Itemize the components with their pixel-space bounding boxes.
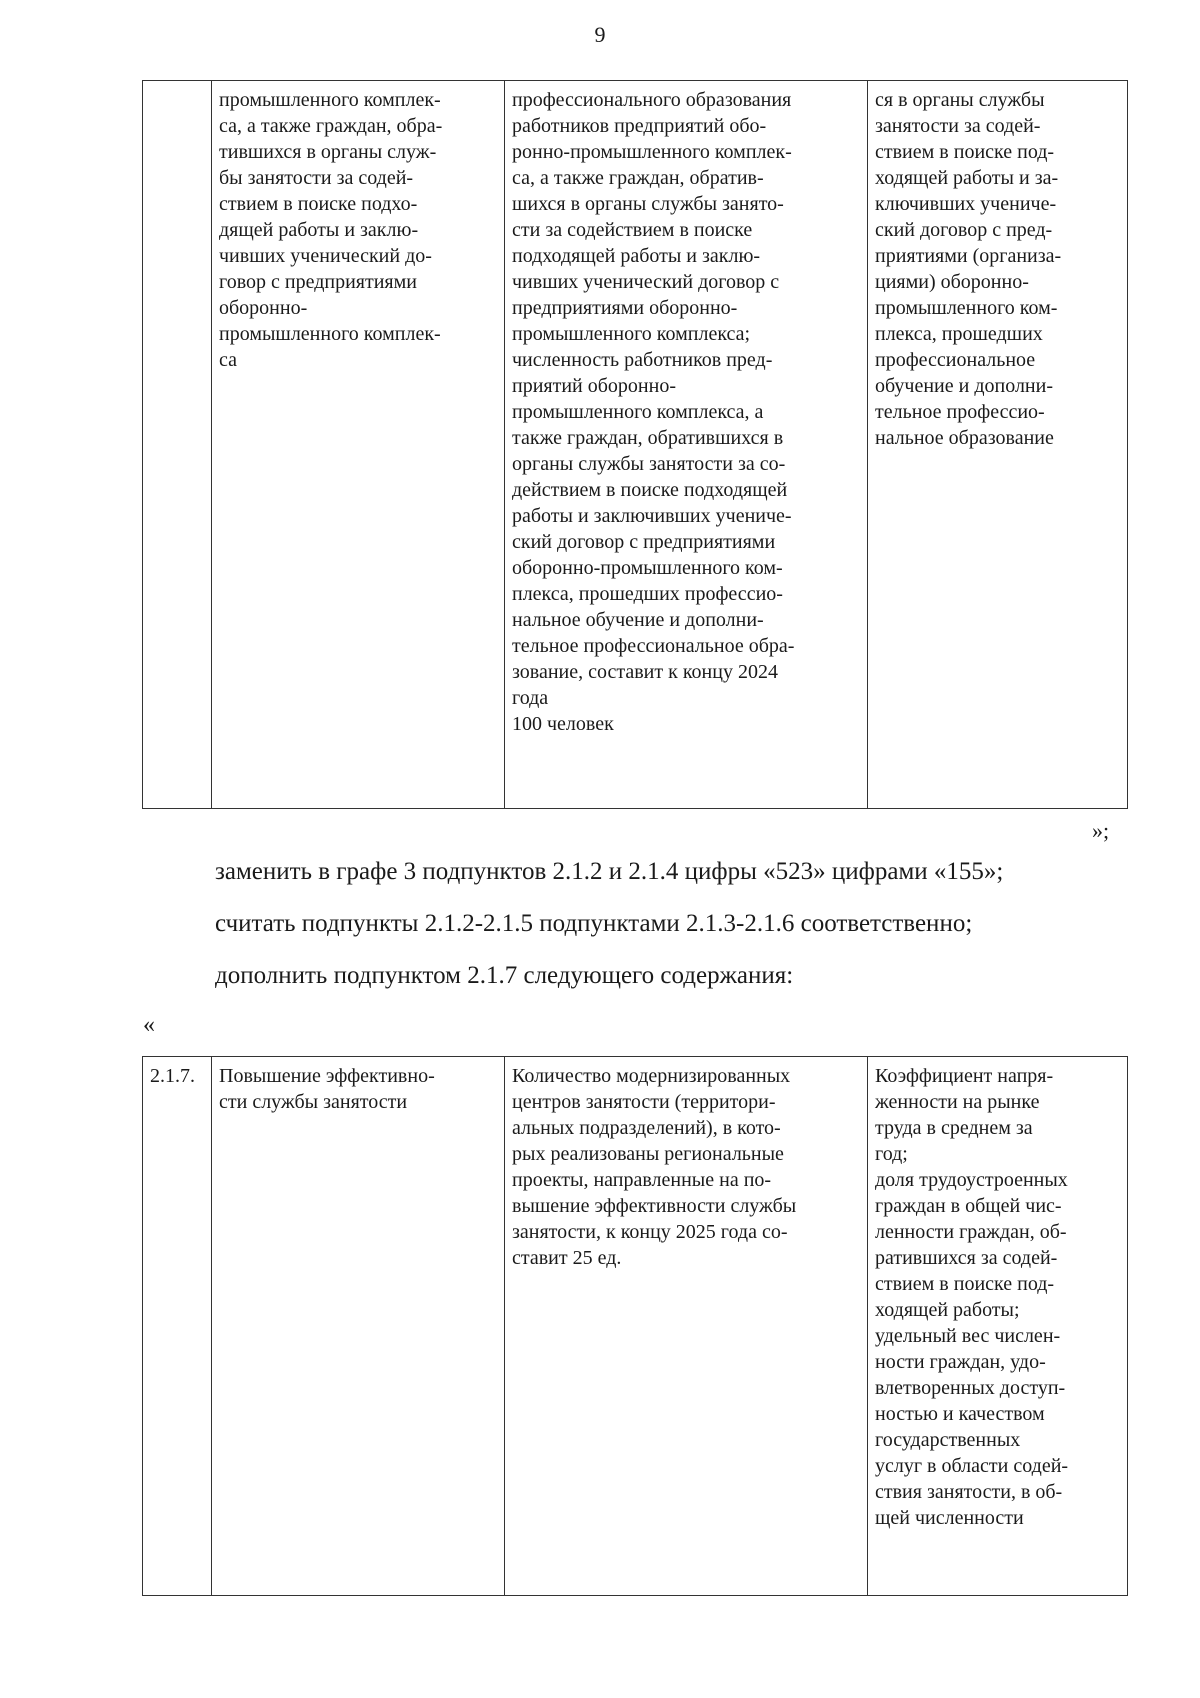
text-line: рых реализованы региональные xyxy=(512,1143,784,1165)
text-line: ключивших учениче- xyxy=(875,193,1057,215)
text-line: ностью и качеством xyxy=(875,1403,1045,1425)
text-line: чивших ученический до- xyxy=(219,245,432,267)
text-line: женности на рынке xyxy=(875,1091,1040,1113)
text-line: ский договор с предприятиями xyxy=(512,531,776,553)
text-line: государственных xyxy=(875,1429,1021,1451)
text-line: ся в органы службы xyxy=(875,89,1045,111)
cell-result xyxy=(868,1057,1128,1596)
text-line: промышленного комплекса; xyxy=(512,323,751,345)
text-line: работы и заключивших учениче- xyxy=(512,505,792,527)
text-line: оборонно-промышленного ком- xyxy=(512,557,783,579)
text-line: год; xyxy=(875,1143,908,1165)
cell-result xyxy=(868,81,1128,809)
text-line: ленности граждан, об- xyxy=(875,1221,1067,1243)
text-line: органы службы занятости за со- xyxy=(512,453,786,475)
text-line: шихся в органы службы занято- xyxy=(512,193,784,215)
text-line: Коэффициент напря- xyxy=(875,1065,1054,1087)
text-line: профессионального образования xyxy=(512,89,792,111)
text-line: нальное образование xyxy=(875,427,1054,449)
text-line: 100 человек xyxy=(512,713,614,735)
text-line: численность работников пред- xyxy=(512,349,773,371)
text-line: ский договор с пред- xyxy=(875,219,1053,241)
text-line: дящей работы и заклю- xyxy=(219,219,419,241)
text-line: вышение эффективности службы xyxy=(512,1195,797,1217)
text-line: удельный вес числен- xyxy=(875,1325,1061,1347)
text-line: профессиональное xyxy=(875,349,1036,371)
text-line: тившихся в органы служ- xyxy=(219,141,437,163)
text-line: также граждан, обратившихся в xyxy=(512,427,784,449)
text-line: щей численности xyxy=(875,1507,1024,1529)
text-line: обучение и дополни- xyxy=(875,375,1053,397)
text-line: граждан в общей чис- xyxy=(875,1195,1062,1217)
paragraph-replace-figures: заменить в графе 3 подпунктов 2.1.2 и 2.1.4 цифры «523» цифрами «155»; xyxy=(215,858,1004,885)
text-line: доля трудоустроенных xyxy=(875,1169,1068,1191)
text-line: сти службы занятости xyxy=(219,1091,408,1113)
text-line: ходящей работы; xyxy=(875,1299,1020,1321)
cell-number xyxy=(143,81,212,809)
text-line: са, а также граждан, обра- xyxy=(219,115,443,137)
text-line: труда в среднем за xyxy=(875,1117,1033,1139)
text-line: плекса, прошедших xyxy=(875,323,1043,345)
text-line: плекса, прошедших профессио- xyxy=(512,583,783,605)
text-line: Повышение эффективно- xyxy=(219,1065,435,1087)
text-line: ности граждан, удо- xyxy=(875,1351,1046,1373)
paragraph-renumber: считать подпункты 2.1.2-2.1.5 подпунктами 2.1.3-2.1.6 соответственно; xyxy=(215,910,973,937)
text-line: ствия занятости, в об- xyxy=(875,1481,1063,1503)
text-line: зование, составит к концу 2024 xyxy=(512,661,778,683)
table-row xyxy=(143,1057,1128,1596)
text-line: приятий оборонно- xyxy=(512,375,676,397)
text-line: промышленного комплек- xyxy=(219,89,441,111)
text-line: ронно-промышленного комплек- xyxy=(512,141,792,163)
text-line: циями) оборонно- xyxy=(875,271,1029,293)
text-line: промышленного ком- xyxy=(875,297,1058,319)
text-line: занятости за содей- xyxy=(875,115,1041,137)
text-line: ставит 25 ед. xyxy=(512,1247,622,1269)
text-line: сти за содействием в поиске xyxy=(512,219,753,241)
text-line: бы занятости за содей- xyxy=(219,167,414,189)
text-line: говор с предприятиями xyxy=(219,271,417,293)
table-row xyxy=(143,81,1128,809)
text-line: промышленного комплекса, а xyxy=(512,401,764,423)
text-line: действием в поиске подходящей xyxy=(512,479,788,501)
paragraph-supplement: дополнить подпунктом 2.1.7 следующего содержания: xyxy=(215,962,794,989)
cell-number: 2.1.7. xyxy=(143,1057,212,1596)
text-line: занятости, к концу 2025 года со- xyxy=(512,1221,788,1243)
text-line: ходящей работы и за- xyxy=(875,167,1059,189)
text-line: нальное обучение и дополни- xyxy=(512,609,764,631)
opening-quote: « xyxy=(143,1012,155,1038)
text-line: тельное профессио- xyxy=(875,401,1045,423)
page-number: 9 xyxy=(594,22,606,47)
cell-description xyxy=(212,81,505,809)
text-line: са xyxy=(219,349,237,371)
text-line: приятиями (организа- xyxy=(875,245,1062,267)
closing-quote: »; xyxy=(1092,818,1110,843)
text-line: центров занятости (территори- xyxy=(512,1091,776,1113)
cell-description xyxy=(212,1057,505,1596)
text-line: оборонно- xyxy=(219,297,308,319)
cell-indicator xyxy=(505,81,868,809)
text-line: ратившихся за содей- xyxy=(875,1247,1058,1269)
text-line: ствием в поиске под- xyxy=(875,1273,1055,1295)
text-line: альных подразделений), в кото- xyxy=(512,1117,781,1139)
table-continuation xyxy=(142,80,1128,809)
text-line: са, а также граждан, обратив- xyxy=(512,167,764,189)
text-line: ствием в поиске под- xyxy=(875,141,1055,163)
text-line: Количество модернизированных xyxy=(512,1065,791,1087)
text-line: тельное профессиональное обра- xyxy=(512,635,795,657)
text-line: влетворенных доступ- xyxy=(875,1377,1066,1399)
text-line: чивших ученический договор с xyxy=(512,271,780,293)
text-line: услуг в области содей- xyxy=(875,1455,1069,1477)
text-line: работников предприятий обо- xyxy=(512,115,767,137)
text-line: года xyxy=(512,687,549,709)
text-line: проекты, направленные на по- xyxy=(512,1169,772,1191)
text-line: ствием в поиске подхо- xyxy=(219,193,418,215)
text-line: промышленного комплек- xyxy=(219,323,441,345)
table-new-subitem xyxy=(142,1056,1128,1596)
text-line: подходящей работы и заклю- xyxy=(512,245,761,267)
text-line: предприятиями оборонно- xyxy=(512,297,738,319)
cell-indicator xyxy=(505,1057,868,1596)
